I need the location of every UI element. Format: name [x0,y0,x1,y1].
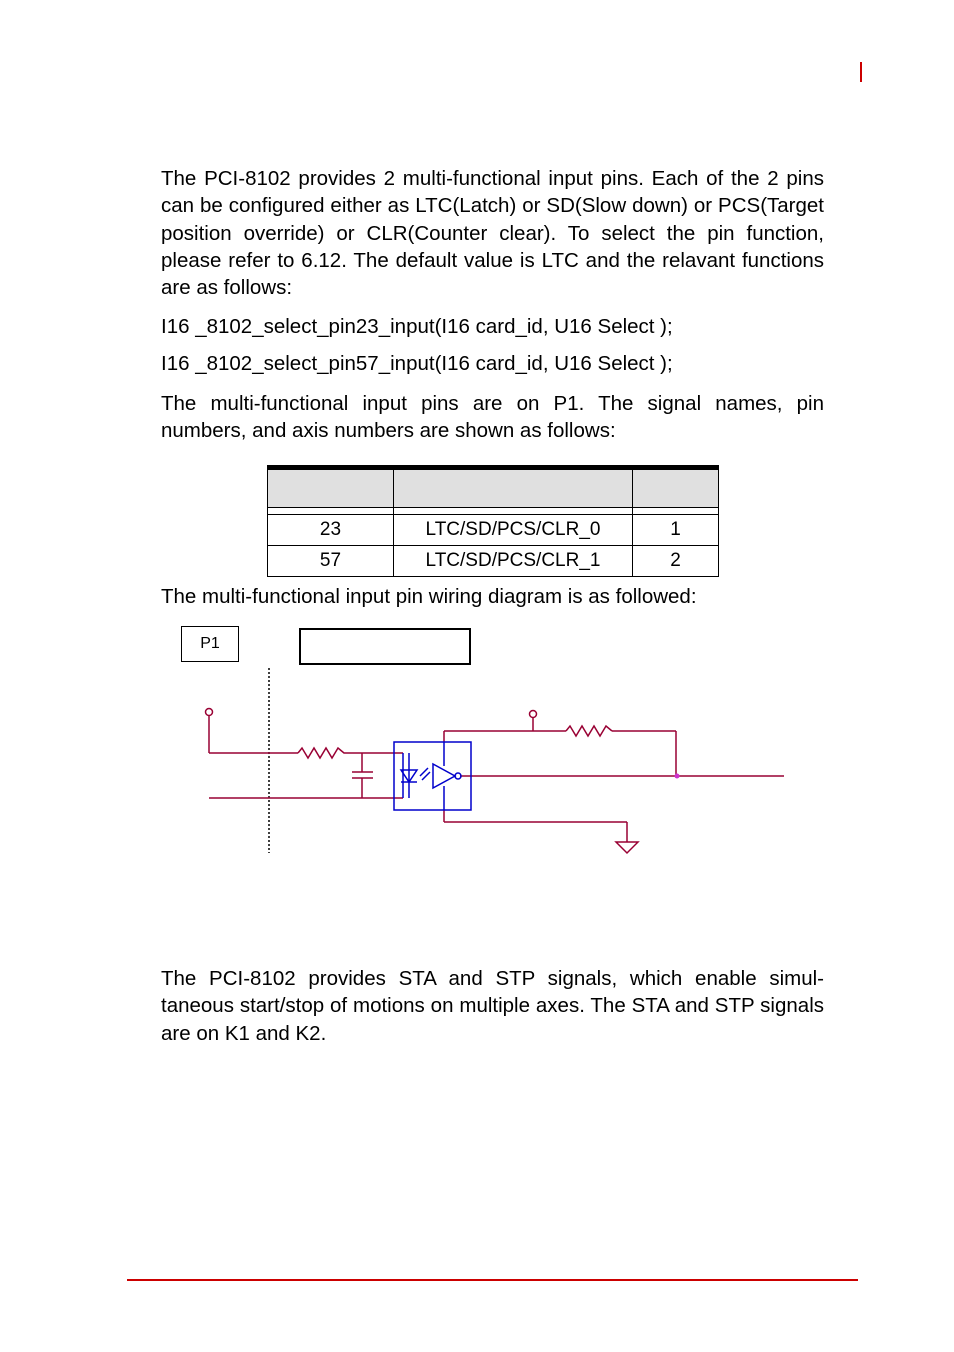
sta-stp-paragraph: The PCI-8102 provides STA and STP signals, which enable simul-taneous start/stop of motions on multiple axes. The STA and STP signals are on K1 and K2. [161,967,824,1045]
circuit-wires [206,709,785,854]
table-cell-signal: LTC/SD/PCS/CLR_1 [394,546,633,577]
table-intro-paragraph: The multi-functional input pins are on P1. The signal names, pin numbers, and axis numbers are shown as follows: [161,392,824,443]
ground-icon [616,842,638,853]
table-cell-axis: 1 [633,515,719,546]
input-terminal-icon [206,709,213,716]
pullup-resistor-icon [566,726,612,736]
footer-rule [127,1279,858,1281]
table-cell-axis: 2 [633,546,719,577]
table-cell-pin: 57 [268,546,394,577]
intro-paragraph: The PCI-8102 provides 2 multi-functional input pins. Each of the 2 pins can be configured either as LTC(Latch) or SD(Slow down) or PCS(Target position override) or CLR(Counter clear). To select the pin function, please refer to 6.12. The default value is LTC and the relavant functions are as follows: [161,167,824,300]
optocoupler-icon [394,742,471,810]
function-pin57: I16 _8102_select_pin57_input(I16 card_id, U16 Select ); [161,352,673,375]
wiring-intro-paragraph: The multi-functional input pin wiring diagram is as followed: [161,585,697,608]
junction-dot [675,774,680,779]
table-cell-signal: LTC/SD/PCS/CLR_0 [394,515,633,546]
vcc-terminal-icon [530,711,537,718]
input-resistor-icon [298,748,348,758]
table-cell-pin: 23 [268,515,394,546]
function-pin23: I16 _8102_select_pin23_input(I16 card_id, U16 Select ); [161,315,673,338]
connector-label: P1 [181,626,239,662]
